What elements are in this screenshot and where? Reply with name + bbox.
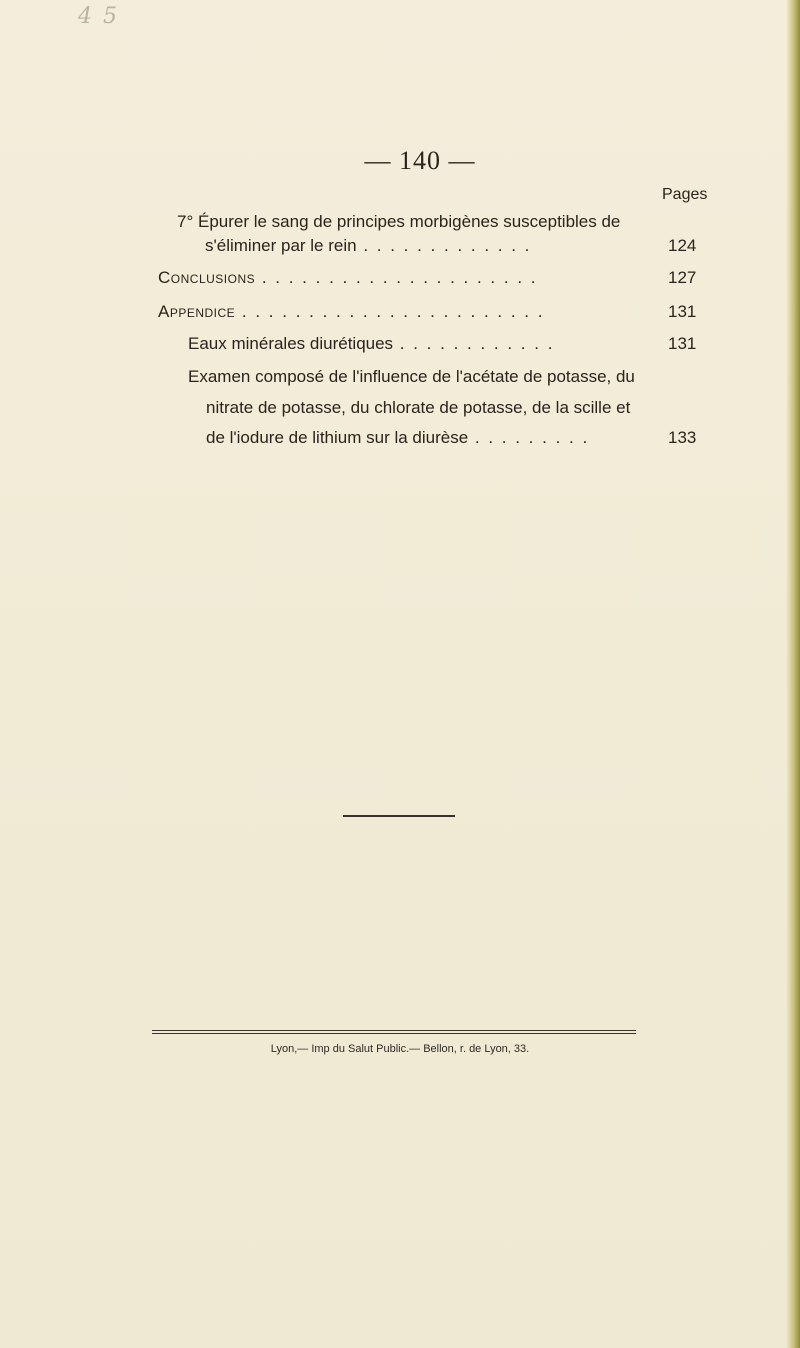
imprint-rule-bottom: [152, 1033, 636, 1034]
toc-entry-2: Conclusions . . . . . . . . . . . . . . . . . . . . .: [158, 268, 538, 287]
page-edge-shadow: [786, 0, 800, 1348]
imprint-rule-top: [152, 1030, 636, 1031]
toc-entry-5-page: 133: [668, 428, 697, 447]
toc-entry-1-line2: s'éliminer par le rein . . . . . . . . . . . . .: [205, 236, 532, 255]
toc-entry-5-text: de l'iodure de lithium sur la diurèse: [206, 428, 469, 447]
toc-entry-1-text: s'éliminer par le rein: [205, 236, 357, 255]
pages-column-heading: Pages: [662, 186, 708, 203]
margin-pencil-note: 4 5: [78, 4, 119, 29]
toc-entry-3-page: 131: [668, 302, 697, 321]
toc-entry-4-text: Eaux minérales diurétiques: [188, 334, 394, 353]
toc-entry-2-text: Conclusions: [158, 268, 256, 287]
toc-entry-5-line2: nitrate de potasse, du chlorate de potasse, de la scille et: [206, 398, 631, 417]
page-number: — 140 —: [364, 146, 476, 175]
toc-entry-4-page: 131: [668, 334, 697, 353]
short-divider-rule: [343, 815, 455, 817]
toc-entry-4: Eaux minérales diurétiques . . . . . . . . . . . .: [188, 334, 555, 353]
toc-entry-5-line1: Examen composé de l'influence de l'acétate de potasse, du: [188, 367, 635, 386]
toc-entry-3-text: Appendice: [158, 302, 236, 321]
toc-entry-1-line1: 7° Épurer le sang de principes morbigènes susceptibles de: [177, 212, 621, 231]
toc-entry-3: Appendice . . . . . . . . . . . . . . . . . . . . . . .: [158, 302, 545, 321]
printer-imprint: Lyon,— Imp du Salut Public.— Bellon, r. de Lyon, 33.: [270, 1043, 530, 1055]
toc-entry-1-page: 124: [668, 236, 697, 255]
toc-entry-5-line3: de l'iodure de lithium sur la diurèse . . . . . . . . .: [206, 428, 590, 447]
toc-entry-2-page: 127: [668, 268, 697, 287]
